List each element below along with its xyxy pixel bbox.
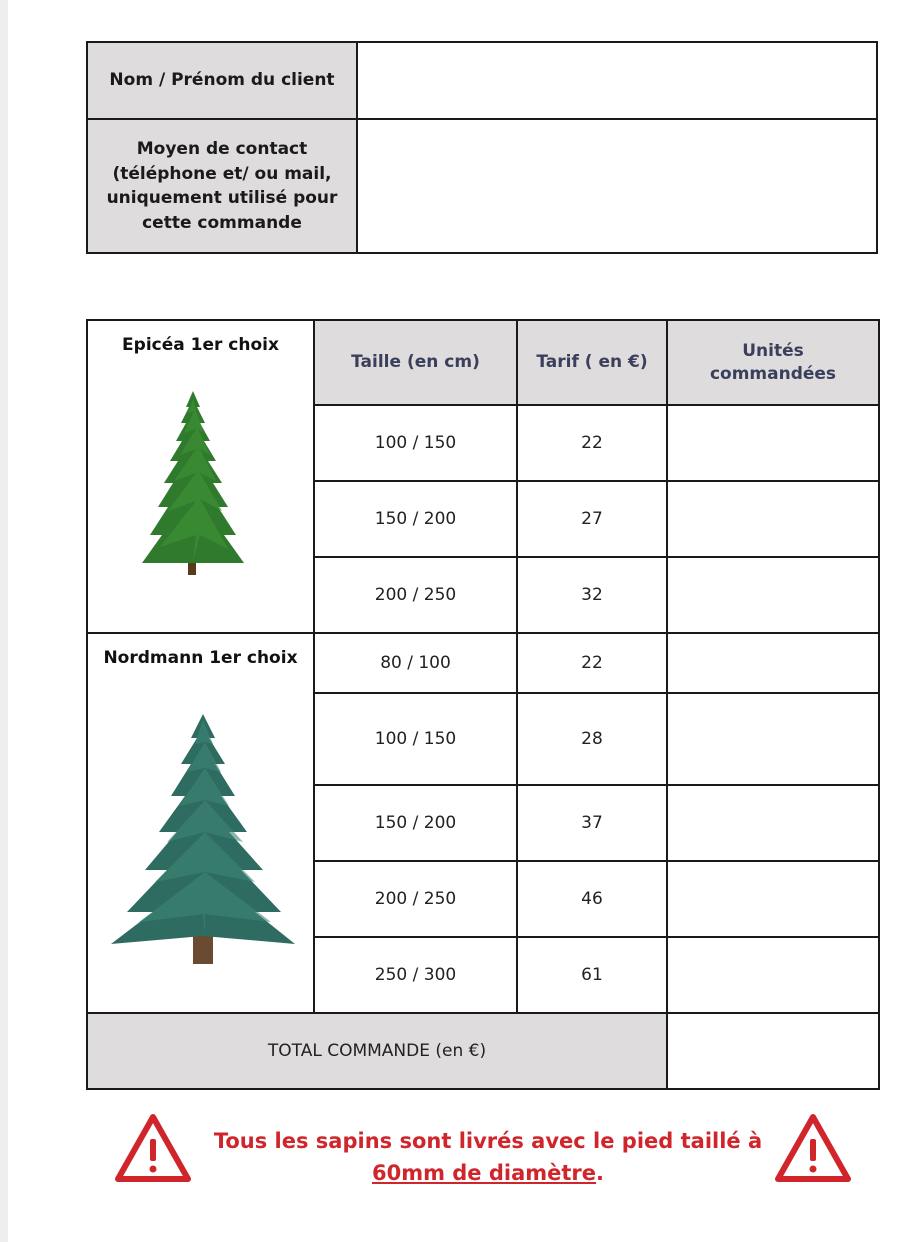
- size-cell: 150 / 200: [314, 785, 517, 861]
- price-cell: 27: [517, 481, 667, 557]
- units-input[interactable]: [667, 405, 879, 481]
- client-name-field[interactable]: [357, 42, 877, 119]
- units-input[interactable]: [667, 481, 879, 557]
- warning-triangle-icon: [112, 1111, 194, 1185]
- product-name-nordmann: Nordmann 1er choix: [103, 648, 298, 668]
- size-cell: 100 / 150: [314, 693, 517, 785]
- contact-label-text: Moyen de contact (téléphone et/ ou mail, uniquement utilisé pour cette commande: [106, 139, 338, 233]
- delivery-notice: [8, 1105, 899, 1205]
- price-cell: 37: [517, 785, 667, 861]
- contact-label: [87, 119, 357, 253]
- size-cell: 150 / 200: [314, 481, 517, 557]
- nordmann-fir-icon: [105, 714, 305, 969]
- warning-triangle-icon: [772, 1111, 854, 1185]
- notice-text-part1: Tous les sapins sont livrés avec le pied taillé à: [213, 1129, 763, 1153]
- price-cell: 61: [517, 937, 667, 1013]
- spruce-tree-icon: [138, 389, 248, 584]
- units-input[interactable]: [667, 785, 879, 861]
- units-input[interactable]: [667, 633, 879, 693]
- price-cell: 28: [517, 693, 667, 785]
- product-cell-nordmann: [87, 633, 314, 1013]
- size-cell: 250 / 300: [314, 937, 517, 1013]
- header-units-text: Unités commandées: [709, 340, 837, 384]
- order-table: [86, 319, 880, 1090]
- contact-field[interactable]: [357, 119, 877, 253]
- product-cell-epicea: [87, 320, 314, 633]
- notice-text-underlined: 60mm de diamètre: [371, 1161, 597, 1185]
- product-name-epicea: Epicéa 1er choix: [122, 335, 279, 355]
- units-input[interactable]: [667, 693, 879, 785]
- client-info-table: [86, 41, 878, 254]
- order-form-page: [8, 0, 899, 1242]
- units-input[interactable]: [667, 861, 879, 937]
- units-input[interactable]: [667, 937, 879, 1013]
- units-input[interactable]: [667, 557, 879, 633]
- total-label: TOTAL COMMANDE (en €): [87, 1013, 667, 1089]
- notice-text-end: .: [596, 1161, 605, 1185]
- size-cell: 200 / 250: [314, 861, 517, 937]
- price-cell: 22: [517, 633, 667, 693]
- price-cell: 22: [517, 405, 667, 481]
- header-units: [667, 320, 879, 405]
- notice-text: [198, 1125, 778, 1189]
- total-value-field[interactable]: [667, 1013, 879, 1089]
- header-price: Tarif ( en €): [517, 320, 667, 405]
- header-size: Taille (en cm): [314, 320, 517, 405]
- client-name-label: Nom / Prénom du client: [87, 42, 357, 119]
- price-cell: 46: [517, 861, 667, 937]
- size-cell: 200 / 250: [314, 557, 517, 633]
- size-cell: 100 / 150: [314, 405, 517, 481]
- size-cell: 80 / 100: [314, 633, 517, 693]
- price-cell: 32: [517, 557, 667, 633]
